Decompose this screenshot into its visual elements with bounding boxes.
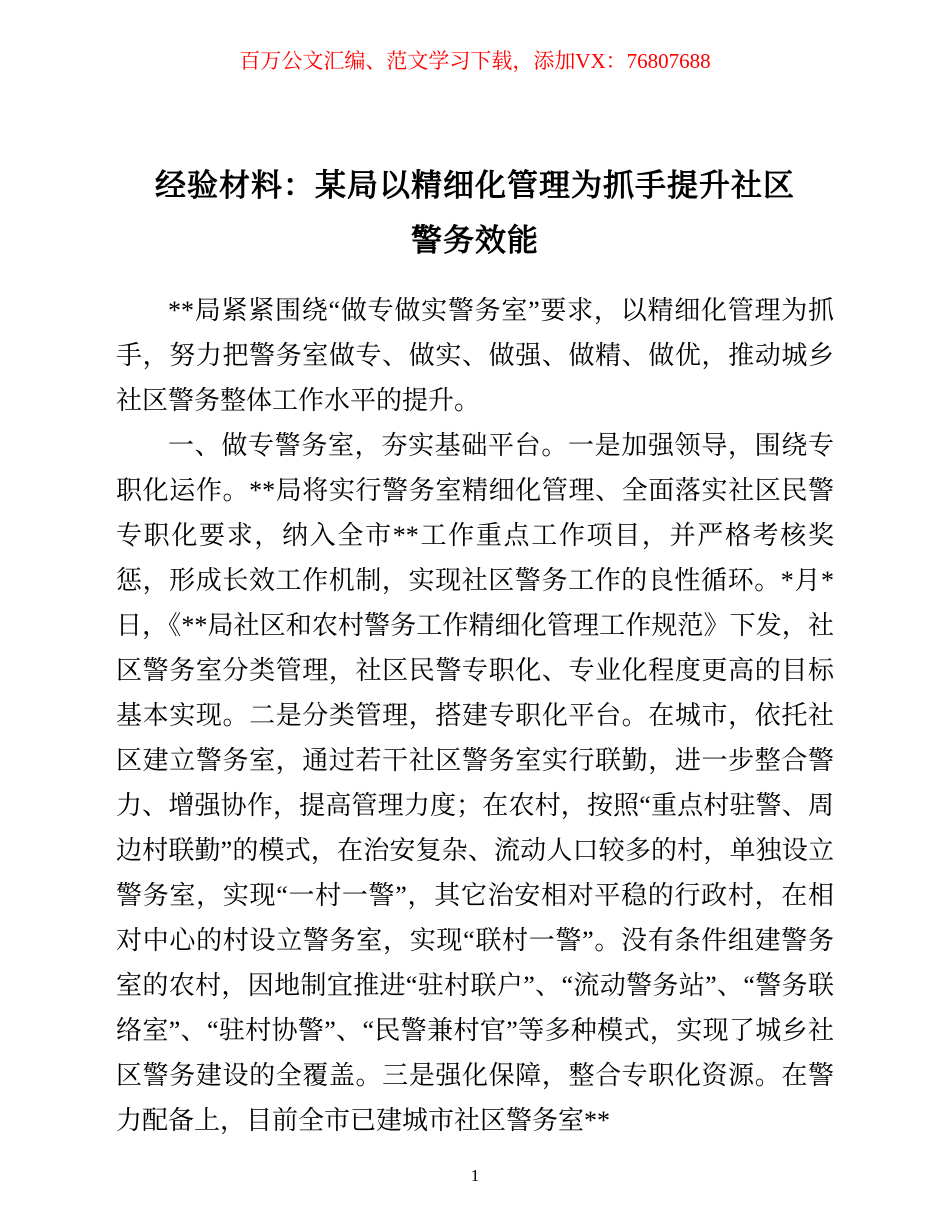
page-number: 1 [470,1166,480,1185]
document-body [116,288,834,1143]
document-title [116,158,834,268]
document-title-line-1: 经验材料：某局以精细化管理为抓手提升社区 [155,168,795,203]
paragraph-intro: **局紧紧围绕“做专做实警务室”要求，以精细化管理为抓手，努力把警务室做专、做实、做强、做精、做优，推动城乡社区警务整体工作水平的提升。 [116,296,834,415]
document-title-line-2: 警务效能 [411,223,539,258]
paragraph-section-1: 一、做专警务室，夯实基础平台。一是加强领导，围绕专职化运作。**局将实行警务室精细化管理、全面落实社区民警专职化要求，纳入全市**工作重点工作项目，并严格考核奖惩，形成长效工作机制，实现社区警务工作的良性循环。*月*日，《**局社区和农村警务工作精细化管理工作规范》下发，社区警务室分类管理，社区民警专职化、专业化程度更高的目标基本实现。二是分类管理，搭建专职化平台。在城市，依托社区建立警务室，通过若干社区警务室实行联勤，进一步整合警力、增强协作，提高管理力度；在农村，按照“重点村驻警、周边村联勤”的模式，在治安复杂、流动人口较多的村，单独设立警务室，实现“一村一警”，其它治安相对平稳的行政村，在相对中心的村设立警务室，实现“联村一警”。没有条件组建警务室的农村，因地制宜推进“驻村联户”、“流动警务站”、“警务联络室”、“驻村协警”、“民警兼村官”等多种模式，实现了城乡社区警务建设的全覆盖。三是强化保障，整合专职化资源。在警力配备上，目前全市已建城市社区警务室** [116,431,834,1135]
promo-header-text: 百万公文汇编、范文学习下载，添加VX：76807688 [239,49,711,73]
